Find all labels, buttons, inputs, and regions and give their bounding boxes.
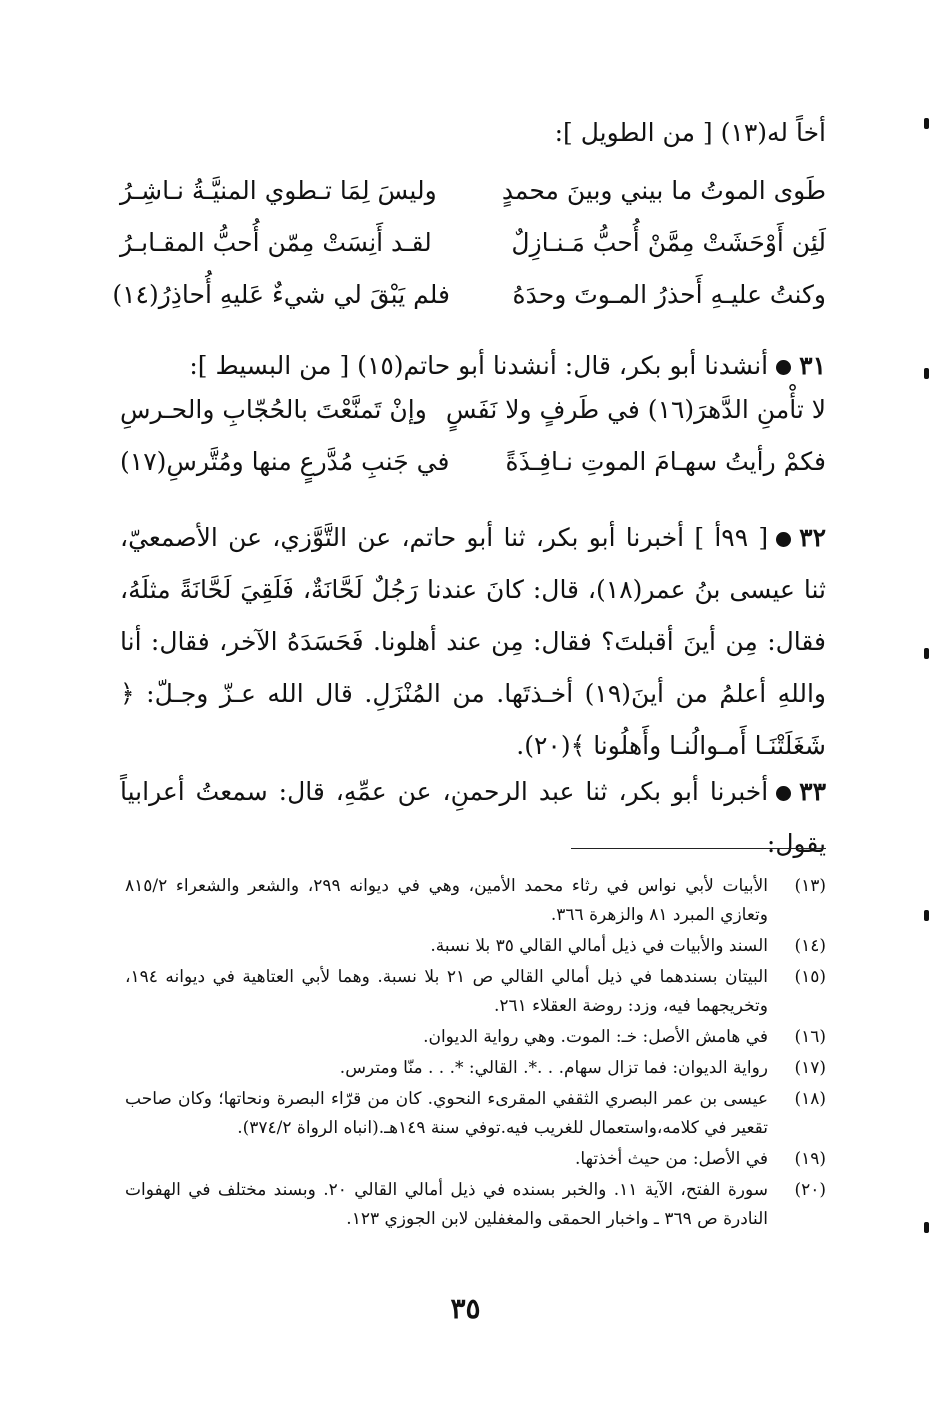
paragraph-number: ٣٢ bbox=[799, 523, 826, 552]
footnote-divider bbox=[571, 848, 826, 849]
hemistich-first: لَئِن أَوْحَشَتْ مِمَّنْ أُحبُّ مَـنـازِلٌ bbox=[511, 228, 826, 257]
footnote bbox=[125, 1054, 826, 1083]
footnote bbox=[125, 1145, 826, 1174]
scan-mark bbox=[924, 1222, 929, 1233]
footnote-text: في الأصل: من حيث أخذتها. bbox=[574, 1149, 768, 1169]
footnote-number: (١٩) bbox=[794, 1149, 826, 1169]
footnote bbox=[125, 872, 826, 930]
poem-1-verse bbox=[112, 280, 826, 332]
footnote-number: (١٧) bbox=[794, 1058, 826, 1078]
hemistich-second: وإنْ تَمنَّعْتَ بالحُجّابِ والحـرسِ bbox=[120, 395, 427, 424]
page-number: ٣٥ bbox=[450, 1292, 481, 1325]
footnote-text: رواية الديوان: فما تزال سهام. . .*. القالي: *. . . منّا ومترس. bbox=[339, 1058, 768, 1078]
poem-2 bbox=[120, 395, 826, 499]
paragraph-33 bbox=[120, 766, 826, 870]
poem-2-verse bbox=[120, 447, 826, 499]
hemistich-second: لقـد أَنِسَتْ مِمّن أُحبُّ المقـابـرُ bbox=[120, 228, 432, 257]
bullet-icon bbox=[776, 532, 791, 547]
bullet-icon bbox=[776, 360, 791, 375]
footnote-number: (١٨) bbox=[794, 1089, 826, 1109]
footnote-text: الأبيات لأبي نواس في رثاء محمد الأمين، وهي في ديوانه ٢٩٩، والشعر والشعراء ٨١٥/٢ وتعازي المبرد ٨١ والزهرة ٣٦٦. bbox=[125, 876, 768, 925]
poem-1 bbox=[112, 176, 826, 332]
poem-1-verse bbox=[120, 228, 826, 280]
footnote bbox=[125, 1085, 826, 1143]
scan-mark bbox=[924, 648, 929, 659]
footnote-text: السند والأبيات في ذيل أمالي القالي ٣٥ بلا نسبة. bbox=[430, 936, 768, 956]
footnote-number: (١٦) bbox=[794, 1027, 826, 1047]
footnote-text: سورة الفتح، الآية ١١. والخبر بسنده في ذيل أمالي القالي ٢٠. وبسند مختلف في الهفوات النادرة ص ٣٦٩ ـ واخبار الحمقى والمغفلين لابن الجوزي ١٢٣. bbox=[125, 1180, 768, 1229]
footnote-text: عيسى بن عمر البصري الثقفي المقرىء النحوي. كان من قرّاء البصرة ونحاتها؛ وكان صاحب تقعير في كلامه،واستعمال للغريب فيه.توفي سنة ١٤٩هـ.(انباه الرواة ٣٧٤/٢). bbox=[125, 1089, 768, 1138]
hemistich-first: لا تأْمنِ الدَّهرَ(١٦) في طَرفٍ ولا نَفَسٍ bbox=[445, 395, 826, 424]
poem-2-verse bbox=[120, 395, 826, 447]
footnote-number: (١٥) bbox=[794, 967, 826, 987]
paragraph-text: [ ٩٩أ ] أخبرنا أبو بكر، ثنا أبو حاتم، عن التَّوَّزي، عن الأصمعيّ، ثنا عيسى بنُ عمر(١٨)، قال: كانَ عندنا رَجُلٌ لَحَّانَةٌ، فَلَقِيَ لَحَّانَةً مثلَهُ، فقال: مِن أينَ أقبلتَ؟ فقال: مِن عند أهلونا. فَحَسَدَهُ الآخر، فقال: أنا واللهِ أعلمُ من أينَ(١٩) أخـذتَها. من المُنْزَلِ. قال الله عـزّ وجـلّ: ﴿ شَغَلَتْنَـا أَمـوالُنـا وأَهلُونا ﴾(٢٠). bbox=[120, 523, 827, 760]
footnotes bbox=[125, 872, 826, 1236]
footnote-text: البيتان بسندهما في ذيل أمالي القالي ص ٢١ بلا نسبة. وهما لأبي العتاهية في ديوانه ١٩٤، وتخريجهما فيه، وزد: روضة العقلاء ٢٦١. bbox=[125, 967, 769, 1016]
bullet-icon bbox=[776, 786, 791, 801]
footnote-number: (١٣) bbox=[794, 876, 826, 896]
paragraph-text: أنشدنا أبو بكر، قال: أنشدنا أبو حاتم(١٥) [ من البسيط ]: bbox=[189, 351, 769, 380]
paragraph-text: أخبرنا أبو بكر، ثنا عبد الرحمنِ، عن عمِّهِ، قال: سمعتُ أعرابياً يقول: bbox=[120, 777, 826, 858]
hemistich-first: فكمْ رأيتُ سهـامَ الموتِ نـافِـذَةً bbox=[505, 447, 826, 476]
hemistich-second: وليسَ لِمَا تـطوي المنيَّـةُ نـاشِـرُ bbox=[120, 176, 437, 205]
hemistich-second: في جَنبِ مُدَّرعٍ منها ومُتَّرسِ(١٧) bbox=[120, 447, 450, 476]
footnote bbox=[125, 932, 826, 961]
hemistich-first: طَوى الموتُ ما بيني وبينَ محمدٍ bbox=[501, 176, 826, 205]
footnote bbox=[125, 963, 826, 1021]
footnote bbox=[125, 1023, 826, 1052]
hemistich-first: وكنتُ عليـهِ أَحذرُ المـوتَ وحدَهُ bbox=[512, 280, 826, 309]
paragraph-32 bbox=[120, 512, 826, 772]
scan-mark bbox=[924, 910, 929, 921]
poem-1-verse bbox=[120, 176, 826, 228]
footnote-text: في هامش الأصل: خـ: الموت. وهي رواية الديوان. bbox=[423, 1027, 768, 1047]
hemistich-second: فلم يَبْقَ لي شيءٌ عَليهِ أُحاذِرُ(١٤) bbox=[112, 280, 450, 309]
footnote-number: (٢٠) bbox=[794, 1180, 826, 1200]
footnote bbox=[125, 1176, 826, 1234]
paragraph-number: ٣٣ bbox=[799, 777, 826, 806]
paragraph-number: ٣١ bbox=[799, 351, 826, 380]
scan-mark bbox=[924, 368, 929, 379]
paragraph-31 bbox=[120, 340, 826, 392]
scan-mark bbox=[924, 118, 929, 129]
intro-line: أخاً له(١٣) [ من الطويل ]: bbox=[554, 118, 826, 147]
footnote-number: (١٤) bbox=[794, 936, 826, 956]
